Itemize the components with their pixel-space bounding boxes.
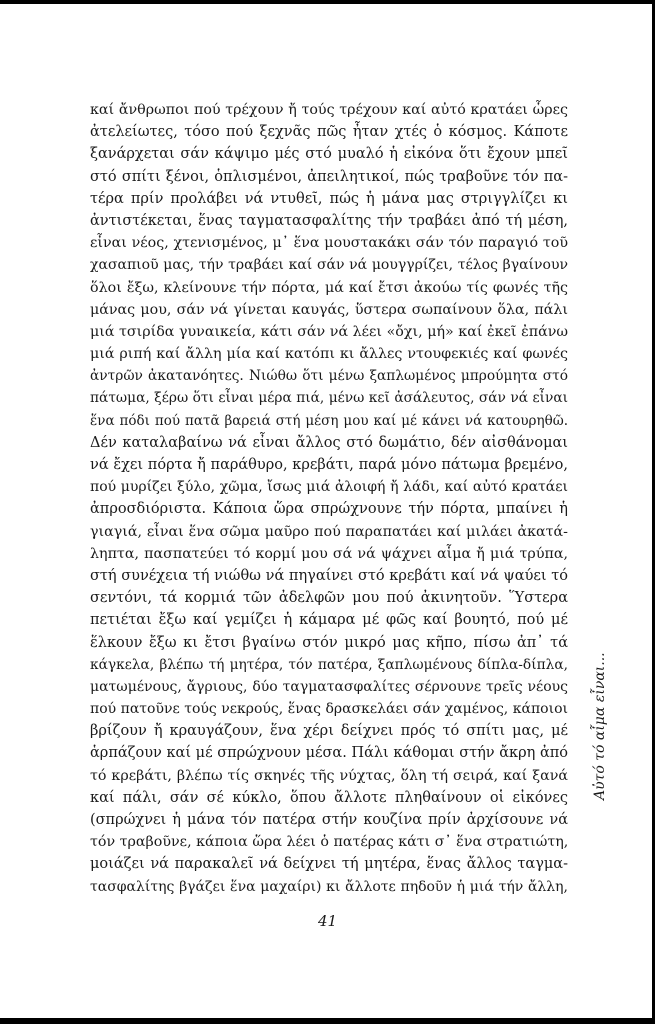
- text-line: ἀτελείωτες, τόσο πού ξεχνᾶς πῶς ἦταν χτές ὁ κόσμος. Κάποτε: [90, 124, 568, 141]
- text-line: ἀντιστέκεται, ἕνας ταγματασφαλίτης τήν τραβάει ἀπό τή μέση,: [90, 212, 568, 229]
- text-line: μοιάζει νά παρακαλεῖ νά δείχνει τή μητέρα, ἕνας ἄλλος ταγμα-: [90, 856, 568, 873]
- text-line: καί πάλι, σάν σέ κύκλο, ὅπου ἄλλοτε πληθαίνουν οἱ εἰκόνες: [90, 789, 568, 806]
- text-line: χασαπιοῦ μας, τήν τραβάει καί σάν νά μουγγρίζει, τέλος βγαίνουν: [90, 257, 568, 274]
- text-line: κάγκελα, βλέπω τή μητέρα, τόν πατέρα, ξαπλωμένους δίπλα-δίπλα,: [90, 656, 568, 673]
- scan-edge-top: [0, 0, 655, 4]
- text-line: ληπτα, πασπατεύει τό κορμί μου σά νά ψάχνει αἷμα ἤ μιά τρύπα,: [90, 545, 568, 562]
- text-line: νά ἔχει πόρτα ἤ παράθυρο, κρεβάτι, παρά μόνο πάτωμα βρεμένο,: [90, 457, 568, 473]
- text-line: πετιέται ἔξω καί γεμίζει ἡ κάμαρα μέ φῶς καί βουητό, πού μέ: [90, 612, 568, 629]
- running-head: Αὐτό τό αἷμα εἶναι...: [592, 652, 608, 800]
- text-line: καί ἄνθρωποι πού τρέχουν ἤ τούς τρέχουν καί αὐτό κρατάει ὧρες: [90, 102, 568, 118]
- text-line: στό σπίτι ξένοι, ὁπλισμένοι, ἀπειλητικοί, πώς τραβοῦνε τόν πα-: [90, 168, 568, 185]
- text-line: ἀπροσδιόριστα. Κάποια ὥρα σπρώχνουνε τήν πόρτα, μπαίνει ἡ: [90, 501, 568, 518]
- scan-edge-bottom: [0, 1018, 655, 1024]
- text-line: τόν τραβοῦνε, κάποια ὥρα λέει ὁ πατέρας κάτι σ᾿ ἕνα στρατιώτη,: [90, 834, 569, 851]
- text-line: ἁρπάζουν καί μέ σπρώχνουν μέσα. Πάλι κάθομαι στήν ἄκρη ἀπό: [90, 745, 568, 762]
- text-line: γιαγιά, εἶναι ἕνα σῶμα μαῦρο πού παραπατάει καί μιλάει ἀκατά-: [90, 523, 568, 540]
- text-line: μιά τσιρίδα γυναικεία, κάτι σάν νά λέει «ὄχι, μή» καί ἐκεῖ ἐπάνω: [90, 323, 568, 340]
- text-line: μιά ριπή καί ἄλλη μία καί κατόπι κι ἄλλες ντουφεκιές καί φωνές: [90, 346, 568, 363]
- text-line: βρίζουν ἤ κραυγάζουν, ἕνα χέρι δείχνει πρός τό σπίτι μας, μέ: [90, 723, 568, 740]
- text-line: τασφαλίτης βγάζει ἕνα μαχαίρι) κι ἄλλοτε πηδοῦν ἡ μιά τήν ἄλλη,: [90, 878, 568, 895]
- text-line: πού μυρίζει ξύλο, χῶμα, ἴσως μιά ἀλοιφή ἤ λάδι, καί αὐτό κρατάει: [90, 479, 568, 496]
- text-line: ματωμένους, ἄγριους, δύο ταγματασφαλίτες σέρνουνε τρεῖς νέους: [90, 678, 568, 695]
- text-line: σεντόνι, τά κορμιά τῶν ἀδελφῶν μου πού ἀκινητοῦν. Ὕστερα: [90, 590, 568, 607]
- text-line: ξανάρχεται σάν κάψιμο μές στό μυαλό ἡ εἰκόνα ὅτι ἔχουν μπεῖ: [90, 146, 568, 163]
- text-line: τέρα πρίν προλάβει νά ντυθεῖ, πώς ἡ μάνα μας στριγγλίζει κι: [90, 190, 568, 207]
- text-line: ἕνα πόδι πού πατᾶ βαρειά στή μέση μου καί μέ κάνει νά κατουρηθῶ.: [90, 412, 568, 429]
- body-text: [90, 99, 568, 898]
- text-line: μάνας μου, σάν νά γίνεται καυγάς, ὕστερα σωπαίνουν ὅλα, πάλι: [90, 301, 568, 318]
- text-line: ἕλκουν ἔξω κι ἔτσι βγαίνω στόν μικρό μας κῆπο, πίσω ἀπ᾿ τά: [90, 634, 568, 651]
- text-line: τό κρεβάτι, βλέπω τίς σκηνές τῆς νύχτας, ὅλη τή σειρά, καί ξανά: [90, 767, 568, 784]
- page-number: 41: [317, 912, 338, 930]
- text-line: ὅλοι ἔξω, κλείνουνε τήν πόρτα, μά καί ἔτσι ἀκούω τίς φωνές τῆς: [90, 279, 568, 296]
- text-line: πού πατοῦνε τούς νεκρούς, ἕνας δρασκελάει σάν χαμένος, κάποιοι: [90, 701, 568, 718]
- text-line: στή συνέχεια τή νιώθω νά πηγαίνει στό κρεβάτι καί νά ψαύει τό: [90, 567, 568, 584]
- text-line: ἀντρῶν ἀκατανόητες. Νιώθω ὅτι μένω ξαπλωμένος μπρούμητα στό: [90, 368, 568, 385]
- text-line: πάτωμα, ξέρω ὅτι εἶναι μέρα πιά, μένω κεῖ ἀσάλευτος, σάν νά εἶναι: [90, 390, 568, 407]
- text-line: (σπρώχνει ἡ μάνα τόν πατέρα στήν κουζίνα πρίν ἀρχίσουνε νά: [90, 812, 568, 828]
- text-line: εἶναι νέος, χτενισμένος, μ᾿ ἕνα μουστακάκι σάν τόν παραγιό τοῦ: [90, 235, 568, 252]
- text-line: Δέν καταλαβαίνω νά εἶναι ἄλλος στό δωμάτιο, δέν αἰσθάνομαι: [90, 434, 568, 451]
